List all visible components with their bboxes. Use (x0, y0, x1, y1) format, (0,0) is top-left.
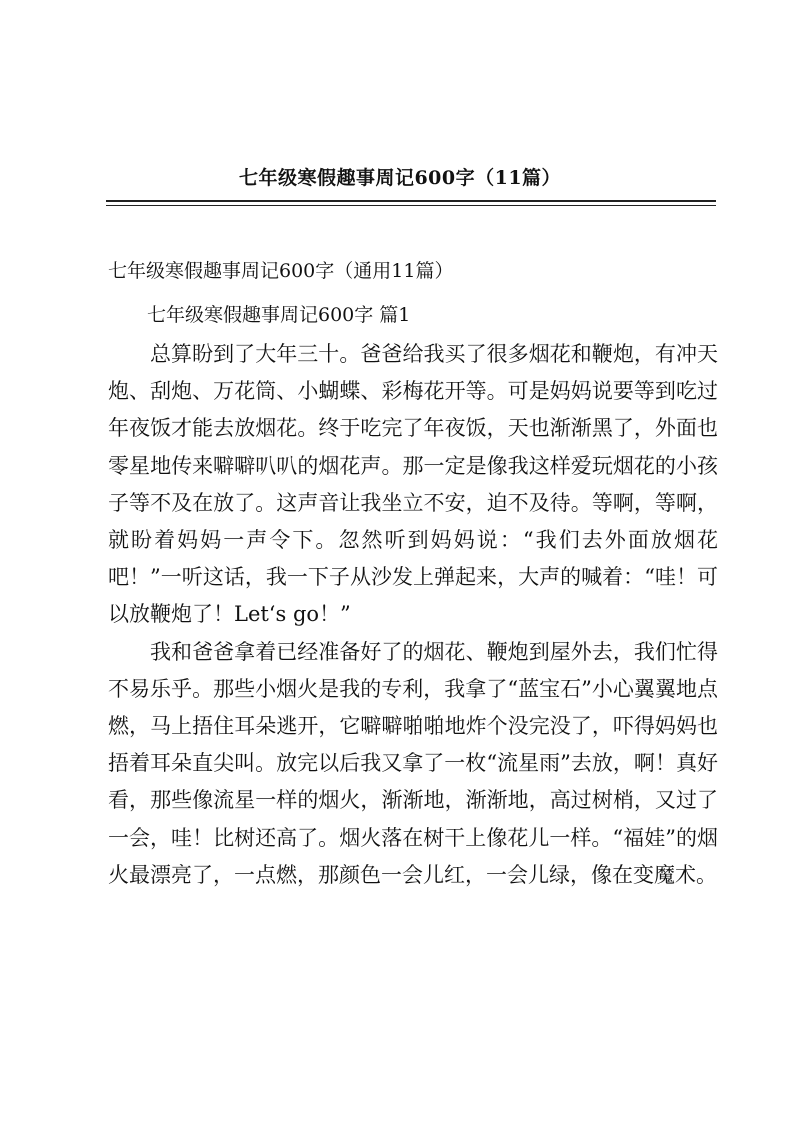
header-rule-thick (106, 200, 716, 202)
page-header-title: 七年级寒假趣事周记600字（11篇） (238, 167, 562, 189)
paragraph: 总算盼到了大年三十。爸爸给我买了很多烟花和鞭炮，有冲天炮、刮炮、万花筒、小蝴蝶、彩梅花开等。可是妈妈说要等到吃过年夜饭才能去放烟花。终于吃完了年夜饭，天也渐渐黑了，外面也零星地传来噼噼叭叭的烟花声。那一定是像我这样爱玩烟花的小孩子等不及在放了。这声音让我坐立不安，迫不及待。等啊，等啊，就盼着妈妈一声令下。忽然听到妈妈说：“我们去外面放烟花吧！”一听这话，我一下子从沙发上弹起来，大声的喊着：“哇！可以放鞭炮了！Let‘s go！” (108, 342, 718, 627)
paragraph: 我和爸爸拿着已经准备好了的烟花、鞭炮到屋外去，我们忙得不易乐乎。那些小烟火是我的专利，我拿了“蓝宝石”小心翼翼地点燃，马上捂住耳朵逃开，它噼噼啪啪地炸个没完没了，吓得妈妈也捂着耳朵直尖叫。放完以后我又拿了一枚“流星雨”去放，啊！真好看，那些像流星一样的烟火，渐渐地，渐渐地，高过树梢，又过了一会，哇！比树还高了。烟火落在树干上像花儿一样。“福娃”的烟火最漂亮了，一点燃，那颜色一会儿红，一会儿绿，像在变魔术。 (108, 639, 718, 887)
header-rule-thin (106, 205, 716, 206)
section-title: 七年级寒假趣事周记600字 篇1 (147, 304, 411, 326)
document-body (108, 336, 718, 894)
document-title: 七年级寒假趣事周记600字（通用11篇） (108, 260, 454, 282)
